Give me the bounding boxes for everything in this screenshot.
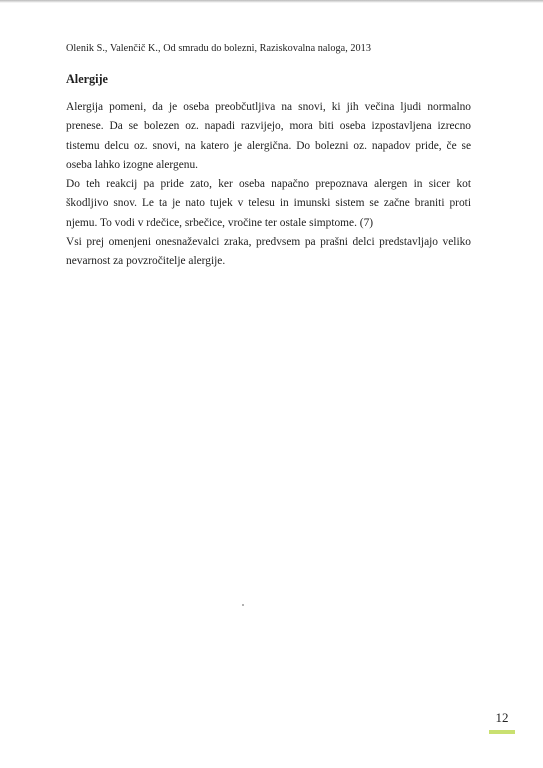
paragraph: Vsi prej omenjeni onesnaževalci zraka, predvsem pa prašni delci predstavljajo veliko nevarnost za povzročitelje alergije. (66, 236, 471, 268)
scan-edge (0, 0, 543, 3)
paragraph: Alergija pomeni, da je oseba preobčutljiva na snovi, ki jih večina ljudi normalno prenese. Da se bolezen oz. napadi razvijejo, mora biti oseba izpostavljena izrecno tistemu delcu oz. snovi, na katero je alergična. Do bolezni oz. napadov pride, če se oseba lahko izogne alergenu. (66, 101, 471, 171)
scan-speck (242, 604, 244, 606)
page-number-box (489, 710, 515, 734)
section-title: Alergije (66, 72, 108, 86)
running-header: Olenik S., Valenčič K., Od smradu do bolezni, Raziskovalna naloga, 2013 (66, 43, 371, 54)
page-number-accent-bar (489, 730, 515, 734)
paragraph: Do teh reakcij pa pride zato, ker oseba napačno prepoznava alergen in sicer kot škodljivo snov. Le ta je nato tujek v telesu in imunski sistem se začne braniti proti njemu. To vodi v rdečice, srbečice, vročine ter ostale simptome. (7) (66, 178, 471, 229)
page-number: 12 (495, 710, 509, 725)
body-text (66, 98, 471, 272)
